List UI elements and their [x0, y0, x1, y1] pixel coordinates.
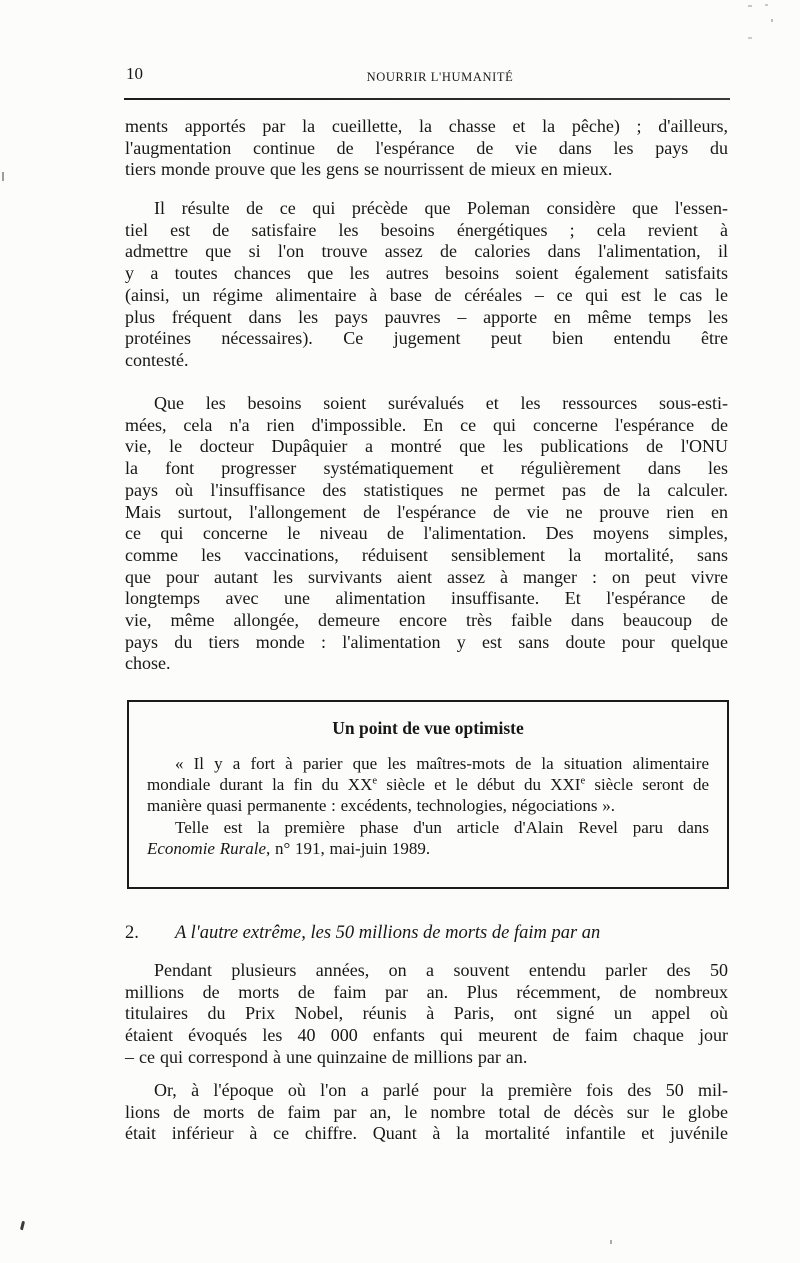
text-line: millions de morts de faim par an. Plus récemment, de nombreux — [125, 981, 728, 1002]
callout-box-title: Un point de vue optimiste — [332, 718, 524, 738]
text-line: l'augmentation continue de l'espérance de vie dans les pays du — [125, 137, 728, 158]
header-rule — [124, 98, 730, 100]
text-line: que pour autant les survivants aient assez à manger : on peut vivre — [125, 566, 728, 587]
scan-artifact — [748, 5, 752, 7]
callout-box-paragraph-2 — [129, 817, 727, 859]
text-line: y a toutes chances que les autres besoins soient également satisfaits — [125, 263, 728, 284]
scan-artifact — [771, 19, 773, 22]
running-title: NOURRIR L'HUMANITÉ — [366, 70, 514, 84]
text-line: « Il y a fort à parier que les maîtres-mots de la situation alimentaire — [175, 754, 709, 773]
text-line: Telle est la première phase d'un article d'Alain Revel paru dans — [175, 818, 709, 837]
text-line: vie, même allongée, demeure encore très faible dans beaucoup de — [125, 610, 728, 631]
section-title: A l'autre extrême, les 50 millions de morts de faim par an — [175, 923, 601, 943]
text-line: la font progresser systématiquement et régulièrement dans les — [125, 458, 728, 479]
text-line: plus fréquent dans les pays pauvres – apporte en même temps les — [125, 306, 728, 327]
text-line: Mais surtout, l'allongement de l'espérance de vie ne prouve rien en — [125, 501, 728, 522]
callout-box — [127, 700, 729, 889]
text-line: titulaires du Prix Nobel, réunis à Paris, ont signé un appel où — [125, 1003, 728, 1024]
text-line: tiers monde prouve que les gens se nourrissent de mieux en mieux. — [125, 159, 613, 180]
text-line: mées, cela n'a rien d'impossible. En ce qui concerne l'espérance de — [125, 414, 728, 435]
text-line: (ainsi, un régime alimentaire à base de céréales – ce qui est le cas le — [125, 284, 728, 305]
scan-artifact — [748, 37, 752, 39]
body-paragraph-2 — [125, 198, 728, 372]
text-line: mondiale durant la fin du XXe siècle et le début du XXIe siècle seront de — [147, 775, 710, 794]
text-line: comme les vaccinations, réduisent sensiblement la mortalité, sans — [125, 544, 728, 565]
text-line: Pendant plusieurs années, on a souvent entendu parler des 50 — [154, 960, 728, 980]
text-line: longtemps avec une alimentation insuffisante. Et l'espérance de — [125, 588, 728, 609]
text-line: manière quasi permanente : excédents, technologies, négociations ». — [147, 796, 616, 815]
section-heading — [125, 923, 728, 944]
text-line: chose. — [125, 653, 171, 674]
callout-box-paragraph-1 — [129, 753, 727, 816]
body-paragraph-5 — [125, 1080, 728, 1145]
text-line: Or, à l'époque où l'on a parlé pour la première fois des 50 mil- — [154, 1080, 728, 1100]
text-line: ce qui concerne le niveau de l'alimentation. Des moyens simples, — [125, 523, 728, 544]
text-line: étaient évoqués les 40 000 enfants qui meurent de faim chaque jour — [125, 1025, 728, 1046]
body-paragraph-1 — [125, 116, 728, 181]
text-line: était inférieur à ce chiffre. Quant à la mortalité infantile et juvénile — [125, 1123, 728, 1144]
scan-artifact — [20, 1221, 25, 1230]
text-line: – ce qui correspond à une quinzaine de millions par an. — [125, 1046, 528, 1067]
text-line: pays du tiers monde : l'alimentation y est sans doute pour quelque — [125, 631, 728, 652]
scan-artifact — [610, 1240, 612, 1244]
text-line: Il résulte de ce qui précède que Poleman considère que l'essen- — [154, 198, 728, 218]
text-line: protéines nécessaires). Ce jugement peut bien entendu être — [125, 328, 728, 349]
text-line: Que les besoins soient surévalués et les ressources sous-esti- — [154, 393, 728, 413]
page-number: 10 — [126, 64, 143, 83]
text-line: admettre que si l'on trouve assez de calories dans l'alimentation, il — [125, 241, 728, 262]
body-paragraph-4 — [125, 960, 728, 1069]
text-line: pays où l'insuffisance des statistiques ne permet pas de la calculer. — [125, 479, 728, 500]
text-line: lions de morts de faim par an, le nombre total de décès sur le globe — [125, 1101, 728, 1122]
text-line: contesté. — [125, 349, 189, 370]
scan-artifact — [2, 172, 4, 181]
text-line: ments apportés par la cueillette, la chasse et la pêche) ; d'ailleurs, — [125, 116, 728, 136]
body-paragraph-3 — [125, 393, 728, 675]
text-line: tiel est de satisfaire les besoins énergétiques ; cela revient à — [125, 219, 728, 240]
section-number: 2. — [125, 923, 139, 943]
text-line: vie, le docteur Dupâquier a montré que les publications de l'ONU — [125, 436, 728, 457]
text-line: Economie Rurale, n° 191, mai-juin 1989. — [147, 839, 431, 858]
scan-artifact — [765, 4, 768, 6]
